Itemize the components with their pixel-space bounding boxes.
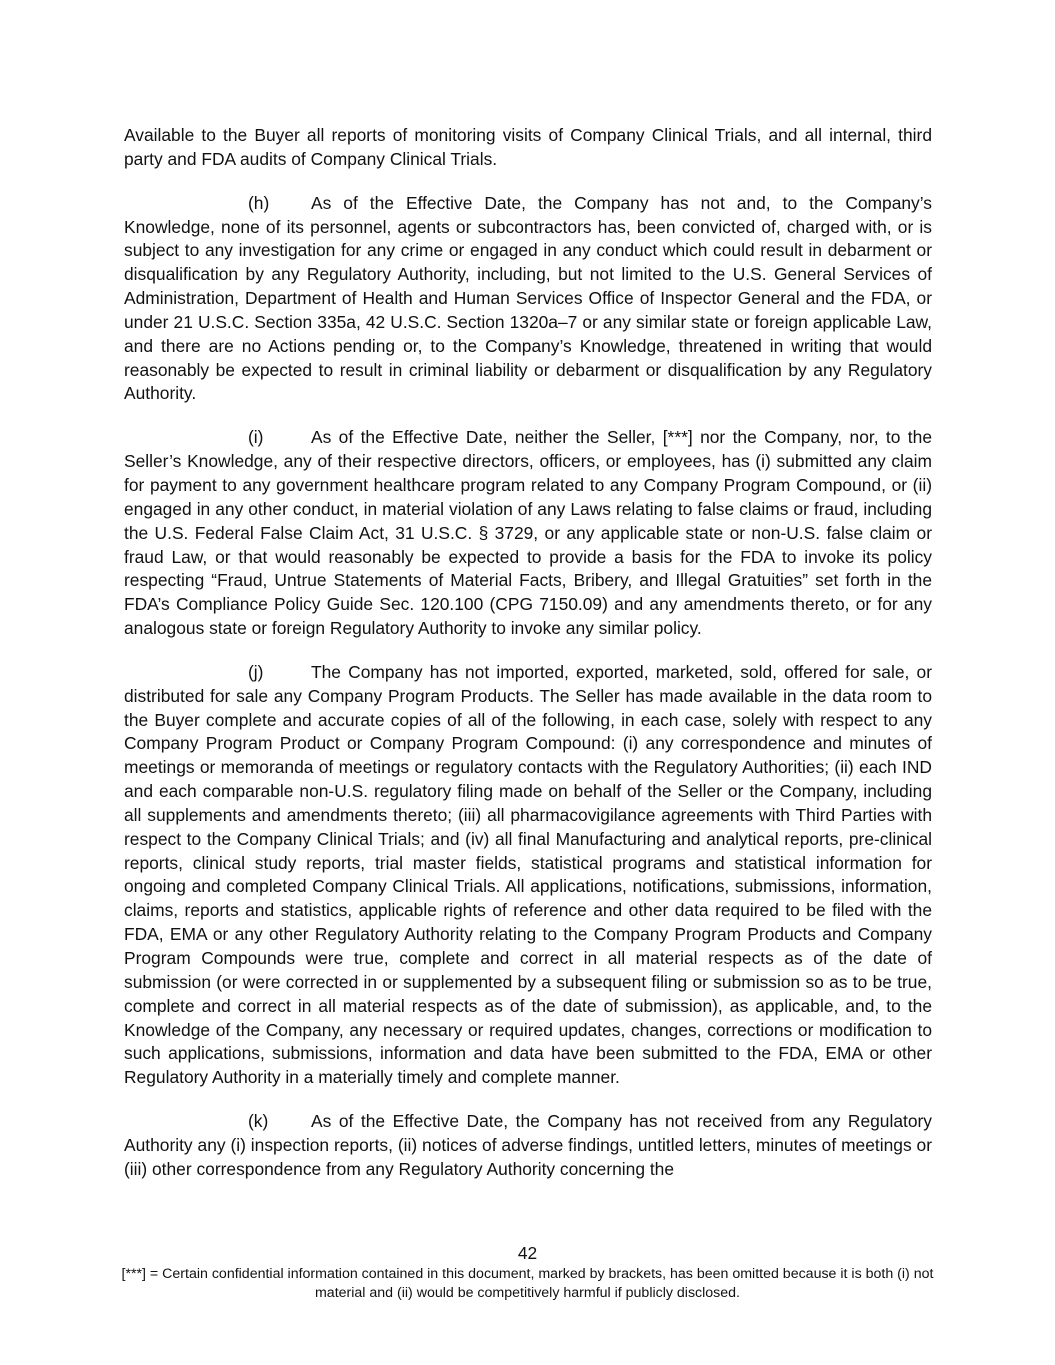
- confidentiality-footnote: [***] = Certain confidential information contained in this document, marked by brackets, has been omitted because it is both (i) not material and (ii) would be competitively harmful if publicly disclosed.: [121, 1266, 934, 1301]
- paragraph-text: As of the Effective Date, neither the Seller, [***] nor the Company, nor, to the Seller’s Knowledge, any of their respective directors, officers, or employees, has (i) submitted any claim for payment to any government healthcare program related to any Company Program Compound, or (ii) engaged in any other conduct, in material violation of any Laws relating to false claims or fraud, including the U.S. Federal False Claim Act, 31 U.S.C. § 3729, or any applicable state or non-U.S. false claim or fraud Law, or that would reasonably be expected to provide a basis for the FDA to invoke its policy respecting “Fraud, Untrue Statements of Material Facts, Bribery, and Illegal Gratuities” set forth in the FDA’s Compliance Policy Guide Sec. 120.100 (CPG 7150.09) and any amendments thereto, or for any analogous state or foreign Regulatory Authority to invoke any similar policy.: [124, 427, 932, 639]
- document-body: [124, 124, 932, 1202]
- paragraph-label: (j): [248, 661, 264, 682]
- paragraph-text: As of the Effective Date, the Company has not received from any Regulatory Authority any (i) inspection reports, (ii) notices of adverse findings, untitled letters, minutes of meetings or (iii) other correspondence from any Regulatory Authority concerning the: [124, 1111, 932, 1179]
- page-number: 42: [517, 1243, 538, 1263]
- paragraph-label: (k): [248, 1111, 269, 1132]
- paragraph-text: Available to the Buyer all reports of monitoring visits of Company Clinical Trials, and all internal, third party and FDA audits of Company Clinical Trials.: [124, 125, 932, 169]
- paragraph-h: [124, 192, 932, 407]
- paragraph-g-continuation: [124, 124, 932, 172]
- paragraph-text: The Company has not imported, exported, marketed, sold, offered for sale, or distributed for sale any Company Program Products. The Seller has made available in the data room to the Buyer complete and accurate copies of all of the following, in each case, solely with respect to any Company Program Product or Company Program Compound: (i) any correspondence and minutes of meetings or memoranda of meetings or regulatory contacts with the Regulatory Authorities; (ii) each IND and each comparable non-U.S. regulatory filing made on behalf of the Seller or the Company, including all supplements and amendments thereto; (iii) all pharmacovigilance agreements with Third Parties with respect to the Company Clinical Trials; and (iv) all final Manufacturing and analytical reports, pre-clinical reports, clinical study reports, trial master fields, statistical programs and statistical information for ongoing and completed Company Clinical Trials. All applications, notifications, submissions, information, claims, reports and statistics, applicable rights of reference and other data required to be filed with the FDA, EMA or any other Regulatory Authority relating to the Company Program Products and Company Program Compounds were true, complete and correct in all material respects as of the date of submission (or were corrected in or supplemented by a subsequent filing or submission so as to be true, complete and correct in all material respects as of the date of submission), as applicable, and, to the Knowledge of the Company, any necessary or required updates, changes, corrections or modification to such applications, submissions, information and data have been submitted to the FDA, EMA or other Regulatory Authority in a materially timely and complete manner.: [124, 661, 932, 1088]
- paragraph-label: (h): [248, 192, 270, 213]
- paragraph-i: [124, 426, 932, 641]
- paragraph-label: (i): [248, 427, 264, 448]
- paragraph-text: As of the Effective Date, the Company has not and, to the Company’s Knowledge, none of its personnel, agents or subcontractors has, been convicted of, charged with, or is subject to any investigation for any crime or engaged in any conduct which could result in debarment or disqualification by any Regulatory Authority, including, but not limited to the U.S. General Services of Administration, Department of Health and Human Services Office of Inspector General and the FDA, or under 21 U.S.C. Section 335a, 42 U.S.C. Section 1320a–7 or any similar state or foreign applicable Law, and there are no Actions pending or, to the Company’s Knowledge, threatened in writing that would reasonably be expected to result in criminal liability or debarment or disqualification by any Regulatory Authority.: [124, 192, 932, 404]
- paragraph-k: [124, 1110, 932, 1182]
- paragraph-j: [124, 661, 932, 1090]
